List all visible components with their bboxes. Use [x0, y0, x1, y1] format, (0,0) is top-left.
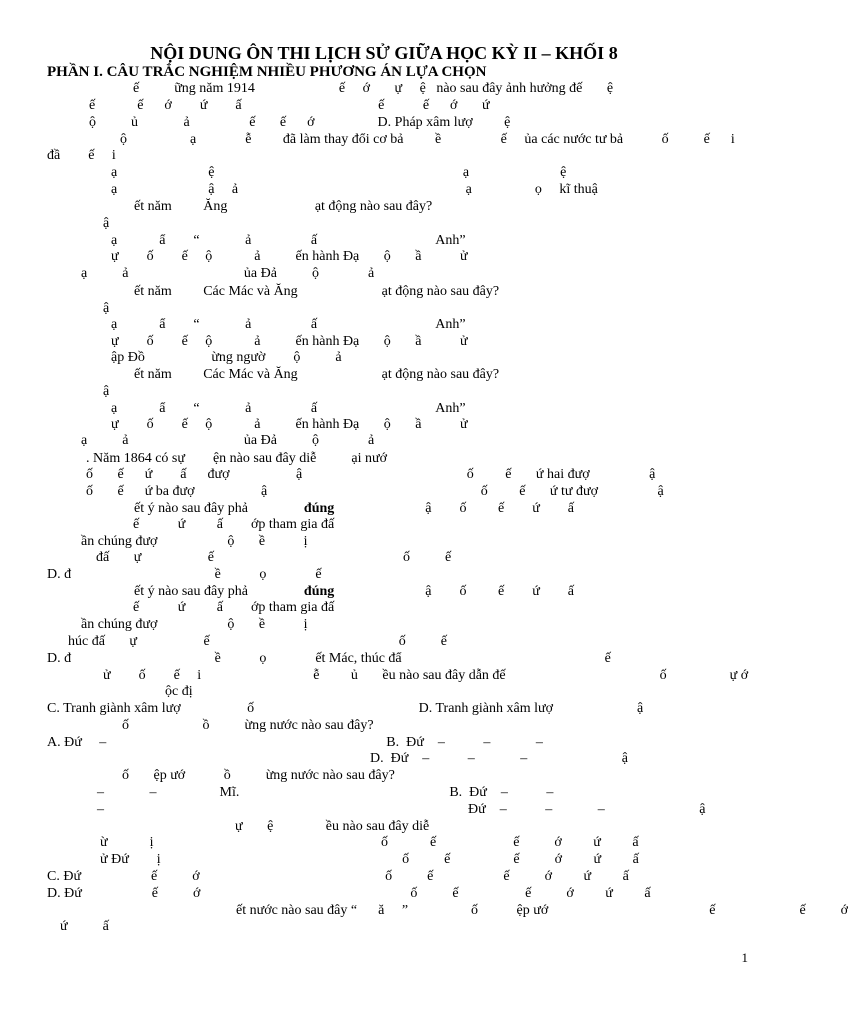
text-line: ần chúng đượ ộ ề ị — [81, 534, 308, 549]
page-number: 1 — [741, 950, 748, 965]
text-line: ạ ệ ạ ệ — [111, 165, 567, 180]
text-line: ừ ị ố ế ế ớ ứ ấ — [100, 835, 639, 850]
page-title: NỘI DUNG ÔN THI LỊCH SỬ GIỮA HỌC KỲ II – KHỐI 8 — [150, 43, 618, 63]
text-line: ứ ấ — [60, 919, 109, 934]
text-line: ố ế ứ ấ đượ ậ ố ế ứ hai đượ ậ — [86, 467, 656, 482]
text-line: ử ố ế i ễ ủ ều nào sau đây dẫn đế ố ự ớ — [103, 668, 749, 683]
text-line: D. đ ề ọ ết Mác, thúc đẩ ế — [47, 651, 611, 666]
text-line: ập Đồ ừng ngườ ộ ả — [111, 350, 342, 365]
text-line: ết ý nào sau đây phả đúng ậ ố ế ứ ấ — [134, 501, 575, 516]
emphasis-word: đúng — [303, 584, 335, 599]
text-line: ạ ẩ “ ả ấ Anh” — [111, 233, 466, 248]
text-line: ần chúng đượ ộ ề ị — [81, 617, 308, 632]
text-line: ự ố ế ộ ả ến hành Đạ ộ ầ ử — [111, 334, 468, 349]
text-fragment: ết ý nào sau đây phả — [134, 584, 248, 599]
text-line: ự ệ ều nào sau đây diễ — [235, 819, 430, 834]
text-line: ộ ủ ả ế ế ớ D. Pháp xâm lượ ệ — [89, 115, 511, 130]
text-line: ự ố ế ộ ả ến hành Đạ ộ ầ ử — [111, 417, 468, 432]
text-line: ết năm Các Mác và Ăng ạt động nào sau đây? — [134, 284, 500, 299]
text-line: ậ — [103, 384, 110, 399]
text-line: C. Tranh giành xâm lượ ố D. Tranh giành xâm lượ ậ — [47, 701, 644, 716]
text-line: ế ứ ấ ớp tham gia đấ — [133, 517, 335, 532]
text-line: ạ ả ủa Đả ộ ả — [81, 433, 375, 448]
emphasis-word: đúng — [303, 501, 335, 516]
text-line: ết ý nào sau đây phả đúng ậ ố ế ứ ấ — [134, 584, 575, 599]
text-line: ộ ạ ễ đã làm thay đổi cơ bả ề ế ủa các nước tư bả ố ế i — [120, 132, 735, 147]
text-line: ết năm Ăng ạt động nào sau đây? — [134, 199, 433, 214]
text-line: ự ố ế ộ ả ến hành Đạ ộ ầ ử — [111, 249, 468, 264]
text-line: D. Đứ – – – ậ — [370, 751, 629, 766]
text-line b: ố ồ ừng nước nào sau đây? — [122, 718, 374, 733]
text-line: ậ — [103, 301, 110, 316]
text-line: ạ ẩ “ ả ấ Anh” — [111, 401, 466, 416]
text-line: ố ế ứ ba đượ ậ ố ế ứ tư đượ ậ — [86, 484, 664, 499]
text-fragment: ết ý nào sau đây phả — [134, 501, 248, 516]
text-line: ết năm Các Mác và Ăng ạt động nào sau đây? — [134, 367, 500, 382]
text-line: C. Đứ ế ớ ố ế ế ớ ứ ấ — [47, 869, 629, 884]
text-line: ế ứ ấ ớp tham gia đấ — [133, 600, 335, 615]
text-line: ạ ẩ “ ả ấ Anh” — [111, 317, 466, 332]
section-heading: PHẦN I. CÂU TRẮC NGHIỆM NHIỀU PHƯƠNG ÁN LỰA CHỌN — [47, 64, 487, 80]
text-line: ộc đị — [165, 684, 193, 699]
text-line: ế ế ớ ứ ấ ế ế ớ ứ — [89, 98, 490, 113]
text-line: húc đấ ự ế ố ế — [68, 634, 447, 649]
text-line: đấ ự ế ố ế — [96, 550, 452, 565]
text-line: ế ững năm 1914 ế ớ ự ệ nào sau đây ảnh hưởng đế ệ — [133, 81, 614, 96]
text-line: đầ ế i — [47, 148, 116, 163]
text-line: ạ ả ủa Đả ộ ả — [81, 266, 375, 281]
text-line: – Đứ – – – ậ — [97, 802, 706, 817]
text-line: D. đ ề ọ ế — [47, 567, 322, 582]
text-line: A. Đứ – B. Đứ – – – — [47, 735, 543, 750]
text-line: ậ — [103, 216, 110, 231]
text-line: – – Mĩ. B. Đứ – – — [97, 785, 554, 800]
text-line: ạ ậ ả ạ ọ kĩ thuậ — [111, 182, 598, 197]
text-line: ết nước nào sau đây “ ă ” ố ệp ướ ế ế ớ — [236, 903, 848, 918]
text-line: ử Đứ ị ố ế ế ớ ứ ấ — [100, 852, 639, 867]
text-line: D. Đứ ế ớ ố ế ế ớ ứ ấ — [47, 886, 651, 901]
text-line: . Năm 1864 có sự ện nào sau đây diễ ại nướ — [86, 451, 387, 466]
text-line: ố ệp ướ ồ ừng nước nào sau đây? — [122, 768, 395, 783]
